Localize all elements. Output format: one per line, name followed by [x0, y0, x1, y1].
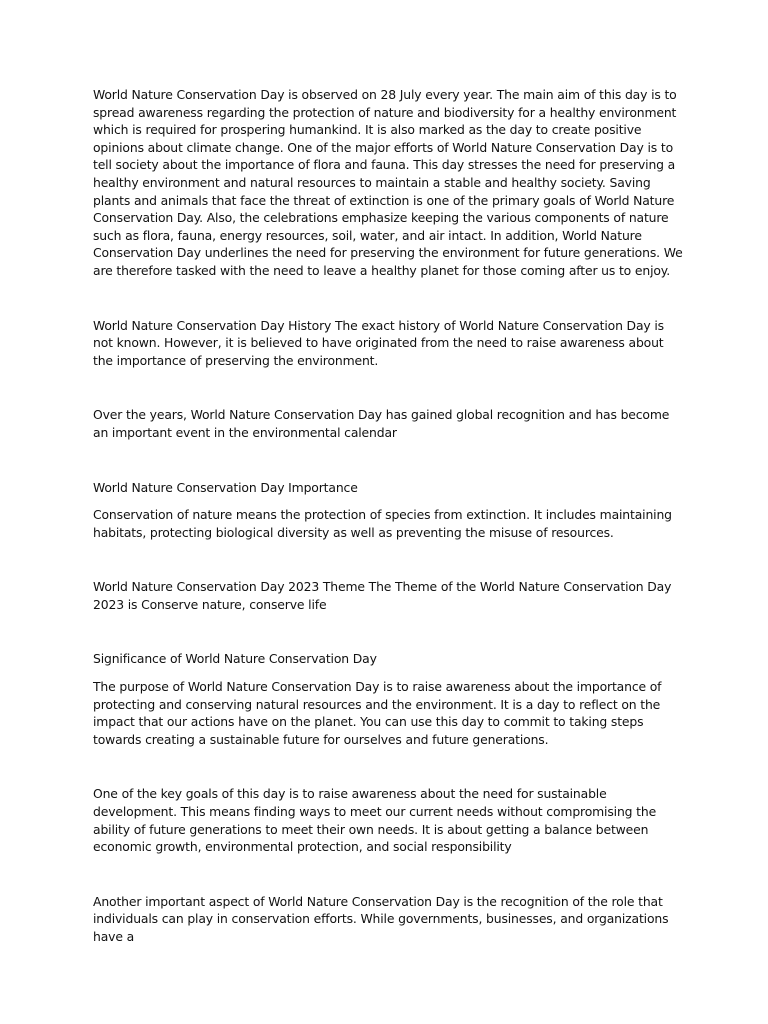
paragraph-importance: Conservation of nature means the protection of species from extinction. It includes maintaining habitats, protecting biological diversity as well as preventing the misuse of resources. — [93, 507, 672, 540]
document-body — [93, 86, 685, 983]
paragraph-purpose: The purpose of World Nature Conservation Day is to raise awareness about the importance of protecting and conserving natural resources and the environment. It is a day to reflect on the impact that our actions have on the planet. You can use this day to commit to taking steps towards creating a sustainable future for ourselves and future generations. — [93, 679, 662, 747]
paragraph-intro: World Nature Conservation Day is observed on 28 July every year. The main aim of this day is to spread awareness regarding the protection of nature and biodiversity for a healthy environment which is required for prospering humankind. It is also marked as the day to create positive opinions about climate change. One of the major efforts of World Nature Conservation Day is to tell society about the importance of flora and fauna. This day stresses the need for preserving a healthy environment and natural resources to maintain a stable and healthy society. Saving plants and animals that face the threat of extinction is one of the primary goals of World Nature Conservation Day. Also, the celebrations emphasize keeping the various components of nature such as flora, fauna, energy resources, soil, water, and air intact. In addition, World Nature Conservation Day underlines the need for preserving the environment for future generations. We are therefore tasked with the need to leave a healthy planet for those coming after us to enjoy. — [93, 87, 683, 278]
paragraph-theme: World Nature Conservation Day 2023 Theme The Theme of the World Nature Conservation Day 2023 is Conserve nature, conserve life — [93, 579, 672, 612]
heading-significance: Significance of World Nature Conservation Day — [93, 651, 377, 667]
paragraph-recognition: Over the years, World Nature Conservation Day has gained global recognition and has become an important event in the environmental calendar — [93, 407, 670, 440]
paragraph-history: World Nature Conservation Day History The exact history of World Nature Conservation Day is not known. However, it is believed to have originated from the need to raise awareness about the importance of preserving the environment. — [93, 317, 664, 368]
paragraph-sustainable-development: One of the key goals of this day is to raise awareness about the need for sustainable development. This means finding ways to meet our current needs without compromising the ability of future generations to meet their own needs. It is about getting a balance between economic growth, environmental protection, and social responsibility — [93, 786, 657, 855]
heading-importance: World Nature Conservation Day Importance — [93, 479, 358, 495]
paragraph-individuals: Another important aspect of World Nature Conservation Day is the recognition of the role that individuals can play in conservation efforts. While governments, businesses, and organizations have a — [93, 893, 669, 944]
